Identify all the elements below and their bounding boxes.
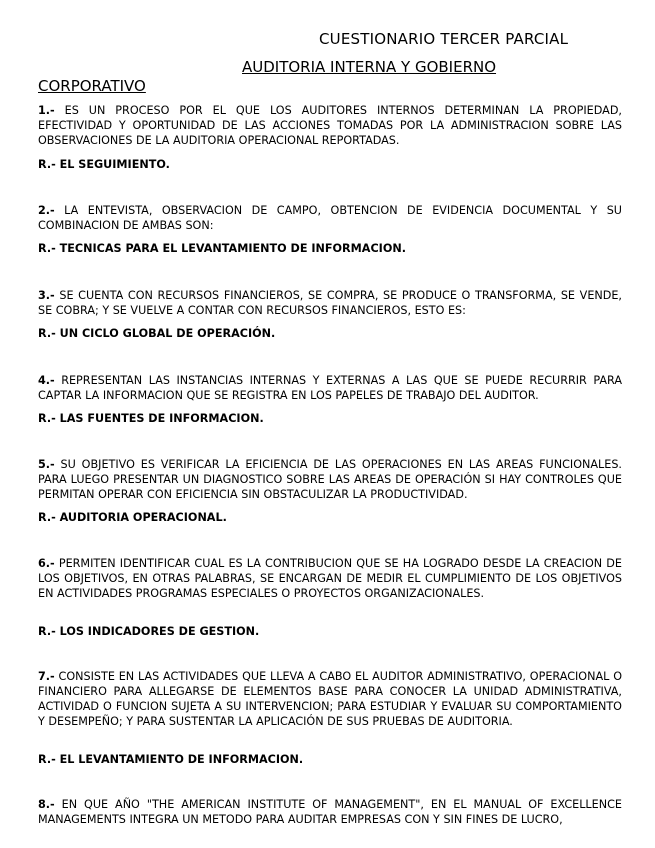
question-7 bbox=[38, 669, 622, 729]
question-4 bbox=[38, 373, 622, 403]
answer-5: R.- AUDITORIA OPERACIONAL. bbox=[38, 511, 227, 524]
question-number: 5.- bbox=[38, 458, 55, 471]
question-text: SU OBJETIVO ES VERIFICAR LA EFICIENCIA DE LAS OPERACIONES EN LAS AREAS FUNCIONALES. PARA LUEGO PRESENTAR UN DIAGNOSTICO SOBRE LAS AREAS DE OPERACIÓN SI HAY CONTROLES QUE PERMITAN OPERAR CON EFICIENCIA SIN OBSTACULIZAR LA PRODUCTIVIDAD. bbox=[38, 458, 622, 501]
question-text: SE CUENTA CON RECURSOS FINANCIEROS, SE COMPRA, SE PRODUCE O TRANSFORMA, SE VENDE, SE COBRA; Y SE VUELVE A CONTAR CON RECURSOS FINANCIEROS, ESTO ES: bbox=[38, 289, 622, 317]
question-2 bbox=[38, 203, 622, 233]
document-subtitle: AUDITORIA INTERNA Y GOBIERNO bbox=[242, 58, 497, 76]
question-text: PERMITEN IDENTIFICAR CUAL ES LA CONTRIBUCION QUE SE HA LOGRADO DESDE LA CREACION DE LOS OBJETIVOS, EN OTRAS PALABRAS, SE ENCARGAN DE MEDIR EL CUMPLIMIENTO DE LOS OBJETIVOS EN ACTIVIDADES PROGRAMAS ESPECIALES O PROYECTOS ORGANIZACIONALES. bbox=[38, 557, 622, 600]
question-number: 2.- bbox=[38, 204, 55, 217]
answer-1: R.- EL SEGUIMIENTO. bbox=[38, 158, 170, 171]
question-5 bbox=[38, 457, 622, 502]
question-number: 3.- bbox=[38, 289, 55, 302]
question-6 bbox=[38, 556, 622, 601]
question-text: CONSISTE EN LAS ACTIVIDADES QUE LLEVA A CABO EL AUDITOR ADMINISTRATIVO, OPERACIONAL O FINANCIERO PARA ALLEGARSE DE ELEMENTOS BASE PARA CONOCER LA UNIDAD ADMINISTRATIVA, ACTIVIDAD O FUNCION SUJETA A SU INTERVENCION; PARA ESTUDIAR Y EVALUAR SU COMPORTAMIENTO Y DESEMPEÑO; Y PARA SUSTENTAR LA APLICACIÓN DE SUS PRUEBAS DE AUDITORIA. bbox=[38, 670, 622, 728]
question-1 bbox=[38, 103, 622, 148]
answer-4: R.- LAS FUENTES DE INFORMACION. bbox=[38, 412, 264, 425]
document-subtitle-continued: CORPORATIVO bbox=[38, 77, 146, 95]
question-text: ES UN PROCESO POR EL QUE LOS AUDITORES INTERNOS DETERMINAN LA PROPIEDAD, EFECTIVIDAD Y OPORTUNIDAD DE LAS ACCIONES TOMADAS POR LA ADMINISTRACION SOBRE LAS OBSERVACIONES DE LA AUDITORIA OPERACIONAL REPORTADAS. bbox=[38, 104, 622, 147]
question-text: LA ENTEVISTA, OBSERVACION DE CAMPO, OBTENCION DE EVIDENCIA DOCUMENTAL Y SU COMBINACION DE AMBAS SON: bbox=[38, 204, 622, 232]
answer-2: R.- TECNICAS PARA EL LEVANTAMIENTO DE INFORMACION. bbox=[38, 242, 406, 255]
document-title: CUESTIONARIO TERCER PARCIAL bbox=[319, 30, 569, 48]
question-number: 6.- bbox=[38, 557, 55, 570]
question-text: REPRESENTAN LAS INSTANCIAS INTERNAS Y EXTERNAS A LAS QUE SE PUEDE RECURRIR PARA CAPTAR LA INFORMACION QUE SE REGISTRA EN LOS PAPELES DE TRABAJO DEL AUDITOR. bbox=[38, 374, 622, 402]
question-text: EN QUE AÑO "THE AMERICAN INSTITUTE OF MANAGEMENT", EN EL MANUAL OF EXCELLENCE MANAGEMENTS INTEGRA UN METODO PARA AUDITAR EMPRESAS CON Y SIN FINES DE LUCRO, bbox=[38, 798, 622, 826]
answer-3: R.- UN CICLO GLOBAL DE OPERACIÓN. bbox=[38, 327, 276, 340]
question-3 bbox=[38, 288, 622, 318]
question-number: 4.- bbox=[38, 374, 55, 387]
question-number: 1.- bbox=[38, 104, 55, 117]
question-number: 7.- bbox=[38, 670, 55, 683]
question-8 bbox=[38, 797, 622, 827]
answer-6: R.- LOS INDICADORES DE GESTION. bbox=[38, 625, 260, 638]
question-number: 8.- bbox=[38, 798, 55, 811]
answer-7: R.- EL LEVANTAMIENTO DE INFORMACION. bbox=[38, 753, 304, 766]
